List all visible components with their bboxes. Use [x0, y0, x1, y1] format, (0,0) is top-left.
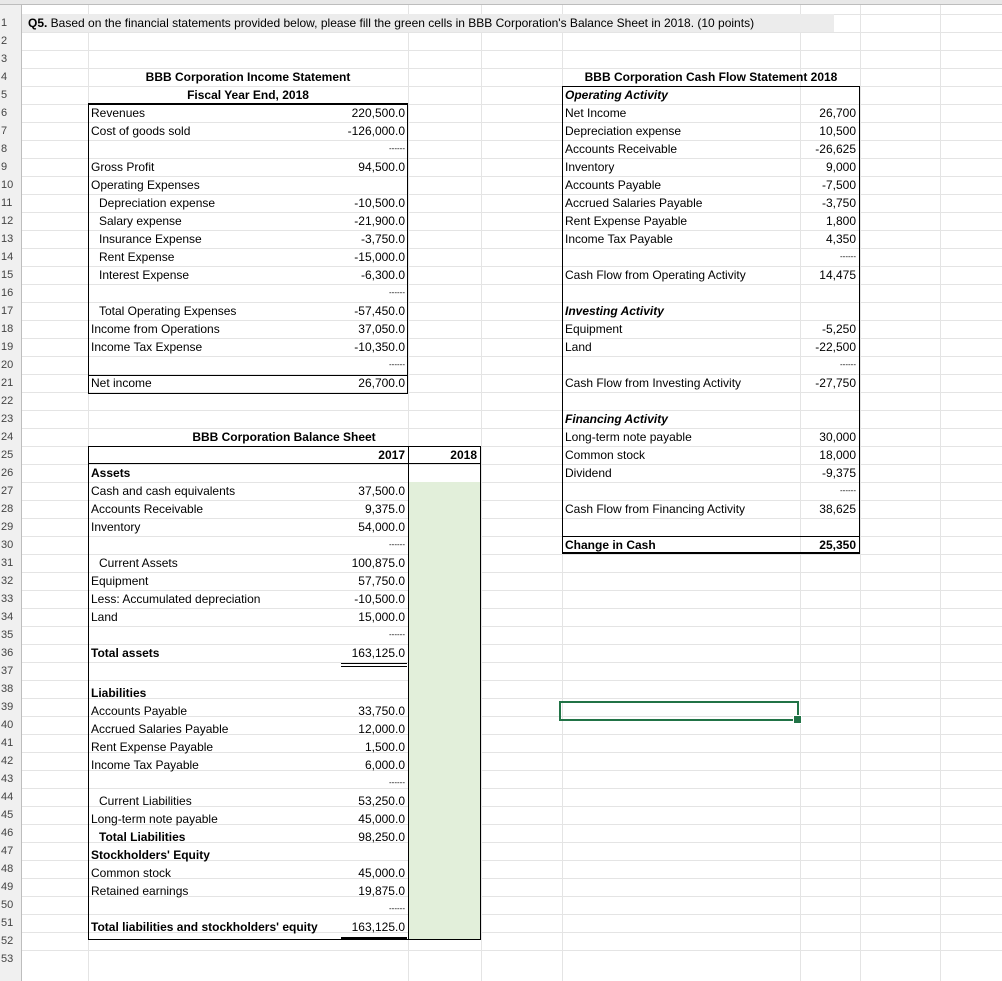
row-number[interactable]: 5 [1, 89, 8, 101]
row-number[interactable]: 4 [1, 71, 8, 83]
cash-flow-title: BBB Corporation Cash Flow Statement 2018 [584, 70, 838, 84]
change-in-cash-underline [562, 552, 860, 553]
cf-net-income-value[interactable]: 26,700 [819, 106, 856, 120]
cf-dash: ------ [840, 252, 856, 261]
bs-ap-value[interactable]: 33,750.0 [358, 704, 405, 718]
column-header-bar[interactable] [0, 0, 1002, 5]
row-number[interactable]: 9 [1, 161, 8, 173]
cf-depr-value[interactable]: 10,500 [819, 124, 856, 138]
question-body: Based on the financial statements provided below, please fill the green cells in BBB Corporation's Balance Sheet in 2018. (10 points) [47, 16, 755, 30]
bs-liab-header: Liabilities [91, 686, 147, 700]
row-number[interactable]: 14 [1, 251, 14, 263]
bs-dash: ------ [389, 778, 405, 787]
cf-tax-pay-value[interactable]: 4,350 [825, 232, 856, 246]
cf-inv-total-label: Cash Flow from Investing Activity [565, 376, 742, 390]
is-dash: ------ [389, 360, 405, 369]
is-depr-value[interactable]: -10,500.0 [354, 196, 405, 210]
bs-total-assets-label: Total assets [91, 646, 160, 660]
bs-current-liab-label: Current Liabilities [99, 794, 192, 808]
cf-net-income-label: Net Income [565, 106, 627, 120]
question-text [28, 14, 754, 32]
row-number[interactable]: 11 [1, 197, 13, 209]
is-tax-label: Income Tax Expense [91, 340, 203, 354]
bs-rent-pay-label: Rent Expense Payable [91, 740, 214, 754]
bs-cash-label: Cash and cash equivalents [91, 484, 236, 498]
column-gridline [481, 5, 482, 981]
row-number[interactable]: 45 [1, 809, 14, 821]
is-gross-label: Gross Profit [91, 160, 155, 174]
net-income-rule [88, 375, 408, 376]
cf-land-label: Land [565, 340, 592, 354]
cf-common-label: Common stock [565, 448, 646, 462]
is-insurance-value[interactable]: -3,750.0 [360, 232, 405, 246]
is-dash: ------ [389, 288, 405, 297]
is-total-opex-label: Total Operating Expenses [99, 304, 237, 318]
is-rent-value[interactable]: -15,000.0 [354, 250, 405, 264]
row-number[interactable]: 21 [1, 377, 14, 389]
bs-inventory-value[interactable]: 54,000.0 [358, 520, 405, 534]
is-net-value[interactable]: 26,700.0 [358, 376, 405, 390]
row-number[interactable]: 46 [1, 827, 14, 839]
total-assets-double-rule [341, 663, 407, 664]
bs-ar-label: Accounts Receivable [91, 502, 204, 516]
cf-change-value[interactable]: 25,350 [819, 538, 856, 552]
is-revenues-value[interactable]: 220,500.0 [351, 106, 405, 120]
row-number[interactable]: 10 [1, 179, 14, 191]
bs-accum-depr-label: Less: Accumulated depreciation [91, 592, 261, 606]
cf-change-label: Change in Cash [565, 538, 656, 552]
row-number[interactable]: 22 [1, 395, 14, 407]
bs-ltnote-label: Long-term note payable [91, 812, 218, 826]
is-gross-value[interactable]: 94,500.0 [358, 160, 405, 174]
row-number[interactable]: 34 [1, 611, 14, 623]
cf-dividend-label: Dividend [565, 466, 612, 480]
cf-rent-pay-value[interactable]: 1,800 [825, 214, 856, 228]
is-tax-value[interactable]: -10,350.0 [354, 340, 405, 354]
row-number[interactable]: 33 [1, 593, 14, 605]
row-number[interactable]: 7 [1, 125, 8, 137]
row-number[interactable]: 30 [1, 539, 14, 551]
bs-current-assets-value[interactable]: 100,875.0 [351, 556, 405, 570]
bs-ar-value[interactable]: 9,375.0 [364, 502, 405, 516]
cf-common-value[interactable]: 18,000 [819, 448, 856, 462]
bs-equipment-value[interactable]: 57,750.0 [358, 574, 405, 588]
row-number[interactable]: 36 [1, 647, 14, 659]
row-gridline [22, 950, 1002, 951]
row-number[interactable]: 44 [1, 791, 14, 803]
row-number[interactable]: 8 [1, 143, 8, 155]
is-cogs-value[interactable]: -126,000.0 [347, 124, 405, 138]
is-salary-label: Salary expense [99, 214, 182, 228]
cf-fin-total-value[interactable]: 38,625 [819, 502, 856, 516]
bs-inventory-label: Inventory [91, 520, 141, 534]
cf-inv-header: Investing Activity [565, 304, 664, 318]
row-number[interactable]: 52 [1, 935, 14, 947]
cf-op-total-label: Cash Flow from Operating Activity [565, 268, 746, 282]
cf-inventory-label: Inventory [565, 160, 615, 174]
bs-retained-label: Retained earnings [91, 884, 189, 898]
balance-sheet-title: BBB Corporation Balance Sheet [192, 430, 376, 444]
cf-ar-label: Accounts Receivable [565, 142, 678, 156]
cf-ar-value[interactable]: -26,625 [815, 142, 856, 156]
row-number[interactable]: 29 [1, 521, 14, 533]
cf-fin-header: Financing Activity [565, 412, 668, 426]
cf-inventory-value[interactable]: 9,000 [825, 160, 856, 174]
bs-tax-pay-label: Income Tax Payable [91, 758, 199, 772]
fill-handle[interactable] [793, 715, 802, 724]
bs-common-value[interactable]: 45,000.0 [358, 866, 405, 880]
is-cogs-label: Cost of goods sold [91, 124, 191, 138]
cf-depr-label: Depreciation expense [565, 124, 682, 138]
is-rent-label: Rent Expense [99, 250, 175, 264]
bs-common-label: Common stock [91, 866, 172, 880]
cf-ap-value[interactable]: -7,500 [821, 178, 856, 192]
row-number[interactable]: 31 [1, 557, 14, 569]
total-le-double-rule [341, 937, 407, 940]
row-number[interactable]: 26 [1, 467, 14, 479]
row-number[interactable]: 18 [1, 323, 14, 335]
cf-ltnote-label: Long-term note payable [565, 430, 692, 444]
bs-tax-pay-value[interactable]: 6,000.0 [364, 758, 405, 772]
is-revenues-label: Revenues [91, 106, 146, 120]
bs-accum-depr-value[interactable]: -10,500.0 [354, 592, 405, 606]
column-gridline [860, 5, 861, 981]
row-number[interactable]: 25 [1, 449, 14, 461]
bs-total-liab-label: Total Liabilities [99, 830, 186, 844]
cf-dash: ------ [840, 360, 856, 369]
bs-total-le-value[interactable]: 163,125.0 [351, 920, 405, 934]
cf-ap-label: Accounts Payable [565, 178, 662, 192]
row-number[interactable]: 48 [1, 863, 14, 875]
bs-ap-label: Accounts Payable [91, 704, 188, 718]
row-number[interactable]: 40 [1, 719, 14, 731]
row-number[interactable]: 35 [1, 629, 14, 641]
row-number[interactable]: 19 [1, 341, 14, 353]
bs-assets-header: Assets [91, 466, 131, 480]
cf-op-total-value[interactable]: 14,475 [819, 268, 856, 282]
row-number[interactable]: 28 [1, 503, 14, 515]
bs-total-le-label: Total liabilities and stockholders' equity [91, 920, 318, 934]
row-number[interactable]: 42 [1, 755, 14, 767]
row-number[interactable]: 20 [1, 359, 14, 371]
cf-op-header: Operating Activity [565, 88, 668, 102]
row-header-bar[interactable] [0, 5, 22, 981]
bs-year-2018: 2018 [450, 448, 477, 462]
is-total-opex-value[interactable]: -57,450.0 [354, 304, 405, 318]
cf-dividend-value[interactable]: -9,375 [821, 466, 856, 480]
is-opex-header: Operating Expenses [91, 178, 200, 192]
bs-rent-pay-value[interactable]: 1,500.0 [364, 740, 405, 754]
bs-total-assets-value[interactable]: 163,125.0 [351, 646, 405, 660]
row-number[interactable]: 17 [1, 305, 14, 317]
bs-dash: ------ [389, 630, 405, 639]
row-number[interactable]: 1 [1, 17, 8, 29]
is-income-ops-value[interactable]: 37,050.0 [358, 322, 405, 336]
row-number[interactable]: 49 [1, 881, 14, 893]
total-assets-double-rule [341, 666, 407, 667]
cf-land-value[interactable]: -22,500 [815, 340, 856, 354]
row-number[interactable]: 27 [1, 485, 14, 497]
bs-accrued-sal-label: Accrued Salaries Payable [91, 722, 229, 736]
cf-fin-total-label: Cash Flow from Financing Activity [565, 502, 746, 516]
row-number[interactable]: 41 [1, 737, 14, 749]
row-number[interactable]: 39 [1, 701, 14, 713]
cf-dash: ------ [840, 486, 856, 495]
question-label: Q5. [28, 16, 48, 30]
bs-se-header: Stockholders' Equity [91, 848, 210, 862]
row-number[interactable]: 32 [1, 575, 14, 587]
row-number[interactable]: 47 [1, 845, 14, 857]
row-number[interactable]: 3 [1, 53, 8, 65]
row-number[interactable]: 37 [1, 665, 14, 677]
is-net-label: Net income [91, 376, 152, 390]
bs-retained-value[interactable]: 19,875.0 [358, 884, 405, 898]
column-gridline [940, 5, 941, 981]
cf-ltnote-value[interactable]: 30,000 [819, 430, 856, 444]
cf-equipment-value[interactable]: -5,250 [821, 322, 856, 336]
bs-dash: ------ [389, 540, 405, 549]
balance-2018-answer-column[interactable] [409, 482, 480, 939]
cf-inv-total-value[interactable]: -27,750 [815, 376, 856, 390]
row-gridline [22, 50, 1002, 51]
bs-land-value[interactable]: 15,000.0 [358, 610, 405, 624]
is-income-ops-label: Income from Operations [91, 322, 220, 336]
active-cell-selection[interactable] [559, 701, 799, 721]
row-number[interactable]: 38 [1, 683, 14, 695]
is-dash: ------ [389, 144, 405, 153]
row-number[interactable]: 51 [1, 917, 14, 929]
row-number[interactable]: 6 [1, 107, 8, 119]
bs-current-assets-label: Current Assets [99, 556, 178, 570]
row-number[interactable]: 24 [1, 431, 14, 443]
bs-ltnote-value[interactable]: 45,000.0 [358, 812, 405, 826]
cf-equipment-label: Equipment [565, 322, 623, 336]
is-interest-value[interactable]: -6,300.0 [360, 268, 405, 282]
income-statement-title: BBB Corporation Income Statement [145, 70, 351, 84]
bs-cash-value[interactable]: 37,500.0 [358, 484, 405, 498]
is-salary-value[interactable]: -21,900.0 [354, 214, 405, 228]
is-insurance-label: Insurance Expense [99, 232, 202, 246]
bs-equipment-label: Equipment [91, 574, 149, 588]
cf-tax-pay-label: Income Tax Payable [565, 232, 673, 246]
is-depr-label: Depreciation expense [99, 196, 216, 210]
row-number[interactable]: 12 [1, 215, 14, 227]
row-number[interactable]: 2 [1, 35, 8, 47]
is-interest-label: Interest Expense [99, 268, 190, 282]
bs-current-liab-value[interactable]: 53,250.0 [358, 794, 405, 808]
row-gridline [22, 32, 1002, 33]
row-number[interactable]: 13 [1, 233, 14, 245]
bs-dash: ------ [389, 904, 405, 913]
row-number[interactable]: 50 [1, 899, 14, 911]
row-number[interactable]: 53 [1, 953, 14, 965]
bs-total-liab-value[interactable]: 98,250.0 [358, 830, 405, 844]
income-statement-subtitle: Fiscal Year End, 2018 [187, 88, 309, 102]
cf-accrued-sal-value[interactable]: -3,750 [821, 196, 856, 210]
cf-rent-pay-label: Rent Expense Payable [565, 214, 688, 228]
bs-land-label: Land [91, 610, 118, 624]
row-number[interactable]: 16 [1, 287, 14, 299]
row-number[interactable]: 15 [1, 269, 14, 281]
bs-accrued-sal-value[interactable]: 12,000.0 [358, 722, 405, 736]
row-number[interactable]: 23 [1, 413, 14, 425]
row-number[interactable]: 43 [1, 773, 14, 785]
cf-accrued-sal-label: Accrued Salaries Payable [565, 196, 703, 210]
bs-year-2017: 2017 [378, 448, 405, 462]
